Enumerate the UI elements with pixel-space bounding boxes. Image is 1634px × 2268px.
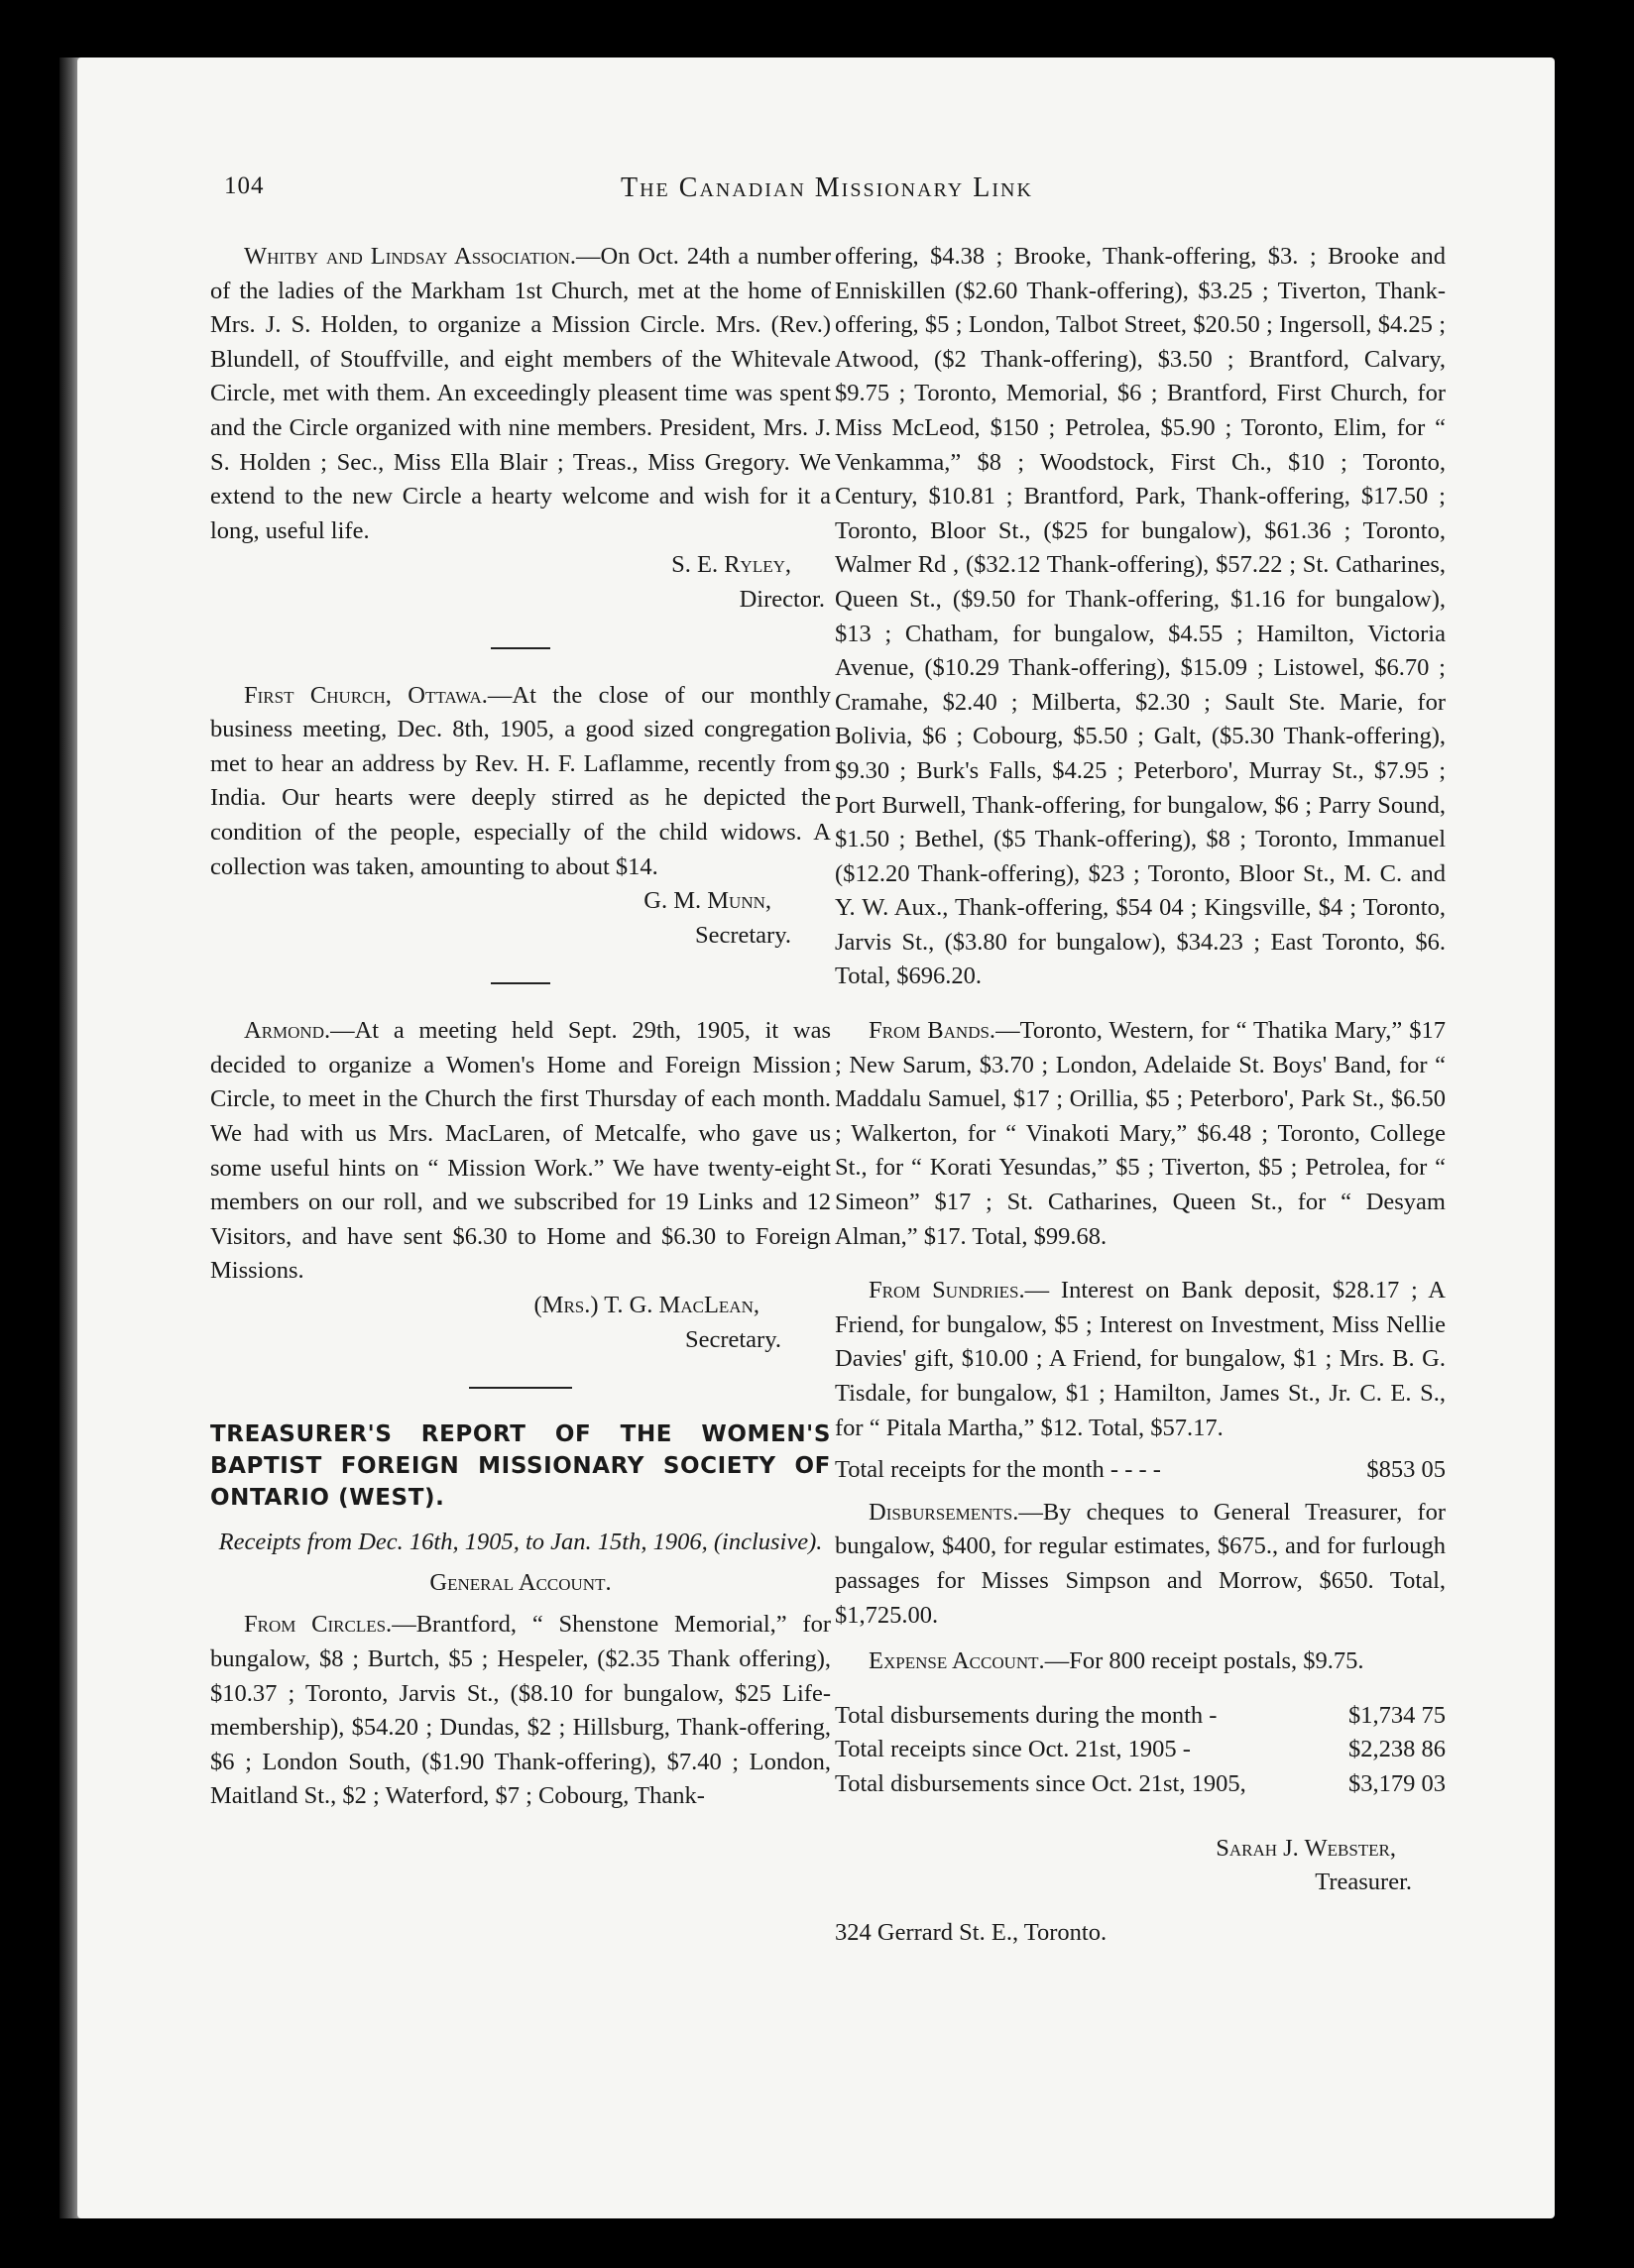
left-column: [210, 240, 831, 1814]
bands-body: —Toronto, Western, for “ Thatika Mary,” $17 ; New Sarum, $3.70 ; London, Adelaide St. Boys' Band, for “ Maddalu Samuel, $17 ; Orillia, $5 ; Peterboro', Park St., $6.50 ; Walkerton, for “ Vinakoti Mary,” $6.48 ; Toronto, College St., for “ Korati Yesundas,” $5 ; Tiverton, $5 ; Petrolea, for “ Simeon” $17 ; St. Catharines, Queen St., for “ Desyam Alman,” $17. Total, $99.68.: [835, 1017, 1446, 1250]
whitby-heading: Whitby and Lindsay Association.: [244, 243, 576, 270]
circles-heading: From Circles.: [244, 1611, 393, 1639]
armond-signature-name: (Mrs.) T. G. MacLean,: [533, 1292, 759, 1319]
expense-body: —For 800 receipt postals, $9.75.: [1044, 1647, 1364, 1675]
sundries-heading: From Sundries.: [869, 1277, 1025, 1304]
whitby-paragraph: [210, 240, 831, 548]
disbursements-paragraph: [835, 1496, 1446, 1633]
general-account-heading: General Account.: [429, 1568, 612, 1596]
journal-title: The Canadian Missionary Link: [621, 172, 1033, 203]
treasurer-signature-title: Treasurer.: [1315, 1869, 1412, 1896]
disbursements-body: —By cheques to General Treasurer, for bungalow, $400, for regular estimates, $675., and for furlough passages for Misses Simpson and Morrow, $650. Total, $1,725.00.: [835, 1498, 1446, 1629]
armond-body: —At a meeting held Sept. 29th, 1905, it was decided to organize a Women's Home and Foreign Mission Circle, to meet in the Church the first Thursday of each month. We had with us Mrs. MacLaren, of Metcalfe, who gave us some useful hints on “ Mission Work.” We have twenty-eight members on our roll, and we subscribed for 19 Links and 12 Visitors, and have sent $6.30 to Home and $6.30 to Foreign Missions.: [210, 1017, 831, 1285]
total-disbursements-since-value: $3,179 03: [1348, 1769, 1446, 1797]
whitby-article: [210, 240, 831, 618]
armond-signature-title: Secretary.: [684, 1325, 781, 1353]
ottawa-body: —At the close of our monthly business meeting, Dec. 8th, 1905, a good sized congregation met to hear an address by Rev. H. F. Laflamme, recently from India. Our hearts were deeply stirred as he depicted the condition of the people, especially of the child widows. A collection was taken, amounting to about $14.: [210, 681, 831, 880]
whitby-body: —On Oct. 24th a number of the ladies of the Markham 1st Church, met at the home of Mrs. J. S. Holden, to organize a Mission Circle. Mrs. (Rev.) Blundell, of Stouffville, and eight members of the Whitevale Circle, met with them. An exceedingly pleasent time was spent and the Circle organized with nine members. President, Mrs. J. S. Holden ; Sec., Miss Ella Blair ; Treas., Miss Gregory. We extend to the new Circle a hearty welcome and wish for it a long, useful life.: [210, 243, 831, 544]
section-divider: [491, 982, 550, 984]
ottawa-signature-title: Secretary.: [694, 921, 791, 949]
armond-paragraph: [210, 1014, 831, 1289]
expense-heading: Expense Account.: [869, 1647, 1045, 1675]
section-divider: [491, 647, 550, 649]
total-disbursements-month-value: $1,734 75: [1348, 1701, 1446, 1729]
total-disbursements-month-label: Total disbursements during the month -: [835, 1701, 1218, 1729]
sundries-body: — Interest on Bank deposit, $28.17 ; A Friend, for bungalow, $5 ; Interest on Investment, Miss Nellie Davies' gift, $10.00 ; A Friend, for bungalow, $1 ; Mrs. B. G. Tisdale, for bungalow, $1 ; Hamilton, James St., Jr. C. E. S., for “ Pitala Martha,” $12. Total, $57.17.: [835, 1277, 1446, 1441]
bands-heading: From Bands.: [869, 1017, 996, 1045]
disbursements-heading: Disbursements.: [869, 1498, 1019, 1526]
ottawa-paragraph: [210, 679, 831, 885]
armond-article: [210, 1014, 831, 1357]
circles-body-left: —Brantford, “ Shenstone Memorial,” for bungalow, $8 ; Burtch, $5 ; Hespeler, ($2.35 Thank offering), $10.37 ; Toronto, Jarvis St., ($8.10 for bungalow, $25 Life-membership), $54.20 ; Dundas, $2 ; Hillsburg, Thank-offering, $6 ; London South, ($1.90 Thank-offering), $7.40 ; London, Maitland St., $2 ; Waterford, $7 ; Cobourg, Thank-: [210, 1611, 831, 1810]
total-disbursements-month: [835, 1699, 1446, 1734]
ottawa-article: [210, 679, 831, 954]
report-title: TREASURER'S REPORT OF THE WOMEN'S BAPTIST FOREIGN MISSIONARY SOCIETY OF ONTARIO (WEST).: [210, 1421, 831, 1512]
total-receipts-since: [835, 1733, 1446, 1767]
sundries-paragraph: [835, 1274, 1446, 1445]
total-receipts-month: [835, 1453, 1446, 1488]
circles-continued: [835, 240, 1446, 994]
treasurer-signature-name: Sarah J. Webster,: [1216, 1834, 1396, 1862]
section-divider: [469, 1387, 572, 1389]
page-number: 104: [224, 172, 265, 199]
receipts-date-range: Receipts from Dec. 16th, 1905, to Jan. 15th, 1906, (inclusive).: [218, 1529, 823, 1556]
total-disbursements-since: [835, 1767, 1446, 1802]
ottawa-heading: First Church, Ottawa.: [244, 681, 488, 709]
circles-body-right: offering, $4.38 ; Brooke, Thank-offering, $3. ; Brooke and Enniskillen ($2.60 Thank-offering), $3.25 ; Tiverton, Thank-offering, $5 ; London, Talbot Street, $20.50 ; Ingersoll, $4.25 ; Atwood, ($2 Thank-offering), $3.50 ; Brantford, Calvary, $9.75 ; Toronto, Memorial, $6 ; Brantford, First Church, for Miss McLeod, $150 ; Petrolea, $5.90 ; Toronto, Elim, for “ Venkamma,” $8 ; Woodstock, First Ch., $10 ; Toronto, Century, $10.81 ; Brantford, Park, Thank-offering, $17.50 ; Toronto, Bloor St., ($25 for bungalow), $61.36 ; Toronto, Walmer Rd , ($32.12 Thank-offering), $57.22 ; St. Catharines, Queen St., ($9.50 for Thank-offering, $1.16 for bungalow), $13 ; Chatham, for bungalow, $4.55 ; Hamilton, Victoria Avenue, ($10.29 Thank-offering), $15.09 ; Listowel, $6.70 ; Cramahe, $2.40 ; Milberta, $2.30 ; Sault Ste. Marie, for Bolivia, $6 ; Cobourg, $5.50 ; Galt, ($5.30 Thank-offering), $9.30 ; Burk's Falls, $4.25 ; Peterboro', Murray St., $7.95 ; Port Burwell, Thank-offering, for bungalow, $6 ; Parry Sound, $1.50 ; Bethel, ($5 Thank-offering), $8 ; Toronto, Immanuel ($12.20 Thank-offering), $23 ; Toronto, Bloor St., M. C. and Y. W. Aux., Thank-offering, $54 04 ; Kingsville, $4 ; Toronto, Jarvis St., ($3.80 for bungalow), $34.23 ; East Toronto, $6. Total, $696.20.: [835, 243, 1446, 990]
whitby-signature-title: Director.: [739, 585, 825, 613]
total-receipts-month-value: $853 05: [1366, 1456, 1446, 1484]
total-disbursements-since-label: Total disbursements since Oct. 21st, 1905,: [835, 1769, 1246, 1797]
armond-heading: Armond.: [244, 1017, 331, 1045]
bands-paragraph: [835, 1014, 1446, 1254]
total-receipts-since-label: Total receipts since Oct. 21st, 1905 -: [835, 1736, 1191, 1763]
ottawa-signature-name: G. M. Munn,: [643, 887, 771, 915]
expense-paragraph: [835, 1644, 1446, 1679]
whitby-signature-name: S. E. Ryley,: [671, 551, 791, 579]
treasurer-address: 324 Gerrard St. E., Toronto.: [835, 1918, 1108, 1946]
right-column: [835, 240, 1446, 1950]
circles-paragraph: [210, 1608, 831, 1814]
total-receipts-since-value: $2,238 86: [1348, 1736, 1446, 1763]
total-receipts-month-label: Total receipts for the month - - - -: [835, 1456, 1161, 1484]
